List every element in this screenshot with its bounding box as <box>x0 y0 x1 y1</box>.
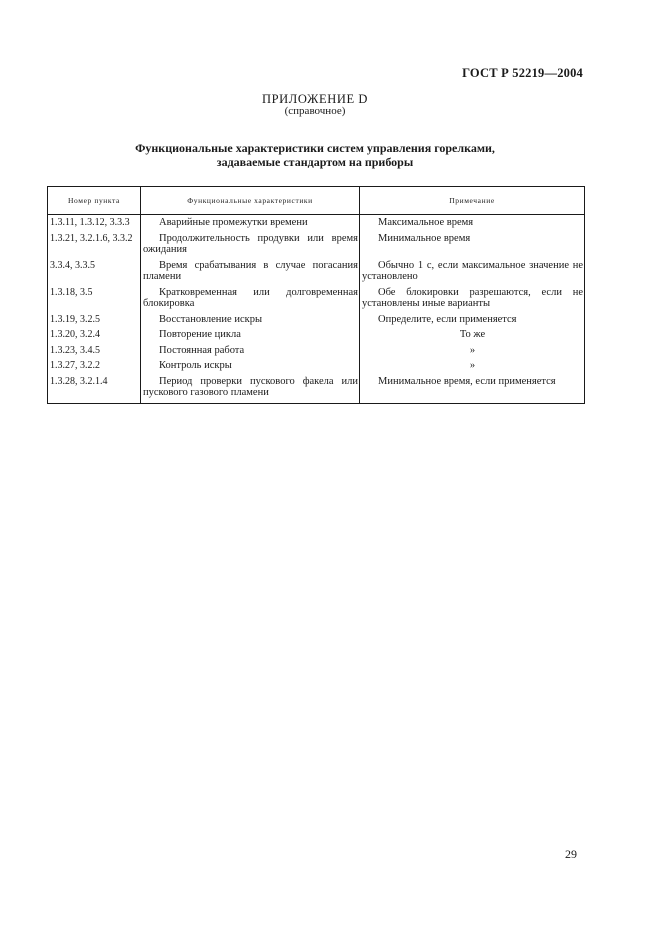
row-number-cell: 1.3.21, 3.2.1.6, 3.3.2 <box>48 232 141 259</box>
standard-code: ГОСТ Р 52219—2004 <box>462 66 583 80</box>
row-number-cell: 1.3.19, 3.2.5 <box>48 313 141 329</box>
row-characteristic-cell: Постоянная работа <box>141 344 360 360</box>
row-characteristic-cell: Аварийные промежутки времени <box>141 215 360 232</box>
row-note-cell: То же <box>360 328 585 344</box>
row-note-cell: Определите, если применяется <box>360 313 585 329</box>
row-note-cell: Минимальное время, если применяется <box>360 375 585 404</box>
row-characteristic-cell: Контроль искры <box>141 359 360 375</box>
row-number-cell: 1.3.23, 3.4.5 <box>48 344 141 360</box>
characteristics-table <box>47 186 585 404</box>
table-header-row <box>48 187 585 215</box>
table-title-line-1: Функциональные характеристики систем управления горелками, <box>135 141 495 155</box>
page-number: 29 <box>565 847 577 861</box>
table-row <box>48 344 585 360</box>
row-number-cell: 1.3.28, 3.2.1.4 <box>48 375 141 404</box>
appendix-subtitle: (справочное) <box>284 105 346 117</box>
table-row <box>48 328 585 344</box>
table-row <box>48 286 585 313</box>
row-note-cell: Максимальное время <box>360 215 585 232</box>
row-number-cell: 3.3.4, 3.3.5 <box>48 259 141 286</box>
row-number-cell: 1.3.11, 1.3.12, 3.3.3 <box>48 215 141 232</box>
row-note-cell: Минимальное время <box>360 232 585 259</box>
row-number-cell: 1.3.18, 3.5 <box>48 286 141 313</box>
row-number-cell: 1.3.27, 3.2.2 <box>48 359 141 375</box>
table-row <box>48 313 585 329</box>
column-header-characteristics: Функциональные характеристики <box>141 187 360 215</box>
table-row <box>48 259 585 286</box>
row-note-cell: » <box>360 359 585 375</box>
row-characteristic-cell: Повторение цикла <box>141 328 360 344</box>
row-characteristic-cell: Время срабатывания в случае погасания пламени <box>141 259 360 286</box>
row-note-cell: Обе блокировки разрешаются, если не установлены иные варианты <box>360 286 585 313</box>
table-title <box>0 141 630 169</box>
column-header-note: Примечание <box>360 187 585 215</box>
row-number-cell: 1.3.20, 3.2.4 <box>48 328 141 344</box>
table-row <box>48 215 585 232</box>
table-row <box>48 232 585 259</box>
table-title-line-2: задаваемые стандартом на приборы <box>216 155 414 169</box>
row-note-cell: Обычно 1 с, если максимальное значение не установлено <box>360 259 585 286</box>
row-characteristic-cell: Кратковременная или долговременная блокировка <box>141 286 360 313</box>
table-row <box>48 375 585 404</box>
appendix-title: ПРИЛОЖЕНИЕ D <box>261 92 369 106</box>
row-characteristic-cell: Продолжительность продувки или время ожидания <box>141 232 360 259</box>
row-note-cell: » <box>360 344 585 360</box>
column-header-number: Номер пункта <box>48 187 141 215</box>
table-row <box>48 359 585 375</box>
row-characteristic-cell: Восстановление искры <box>141 313 360 329</box>
row-characteristic-cell: Период проверки пускового факела или пускового газового пламени <box>141 375 360 404</box>
